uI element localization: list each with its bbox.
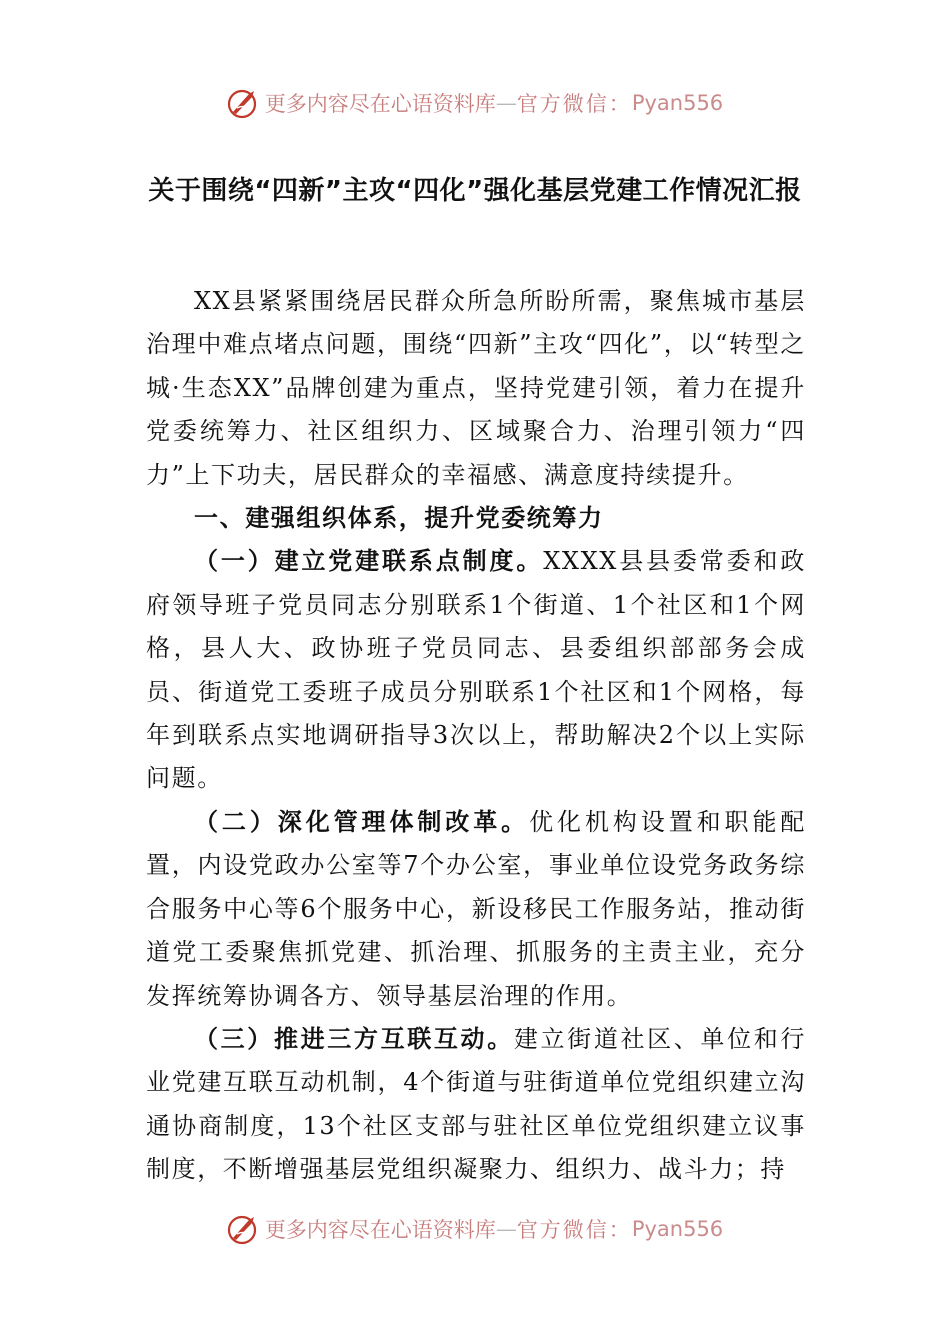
pen-circle-logo-icon (227, 86, 261, 120)
item-paragraph-2 (146, 801, 806, 1018)
banner-text: 更多内容尽在心语资料库 (264, 92, 496, 116)
item-text-3: 建立街道社区、单位和行业党建互联互动机制，4个街道与驻街道单位党组织建立沟通协商制度，13个社区支部与驻社区单位党组织建立议事制度，不断增强基层党组织凝聚力、组织力、战斗力；持 (146, 1024, 806, 1184)
document-body (146, 280, 806, 1192)
footer-watermark-banner (0, 1209, 950, 1249)
banner-wechat-label: 官方微信： (516, 1218, 632, 1242)
pen-circle-logo-icon (227, 1212, 261, 1246)
banner-text: 更多内容尽在心语资料库 (264, 1218, 496, 1242)
item-paragraph-1 (146, 540, 806, 800)
intro-paragraph: XX县紧紧围绕居民群众所急所盼所需，聚焦城市基层治理中难点堵点问题，围绕“四新”主攻“四化”，以“转型之城·生态XX”品牌创建为重点，坚持党建引领，着力在提升党委统筹力、社区组织力、区域聚合力、治理引领力“四力”上下功夫，居民群众的幸福感、满意度持续提升。 (146, 287, 806, 489)
banner-wechat-label: 官方微信： (516, 92, 632, 116)
item-text-1: XXXX县县委常委和政府领导班子党员同志分别联系1个街道、1个社区和1个网格，县人大、政协班子党员同志、县委组织部部务会成员、街道党工委班子成员分别联系1个社区和1个网格，每年到联系点实地调研指导3次以上，帮助解决2个以上实际问题。 (146, 547, 806, 793)
document-title: 关于围绕“四新”主攻“四化”强化基层党建工作情况汇报 (148, 176, 802, 206)
item-label-3: （三）推进三方互联互动。 (194, 1024, 514, 1053)
item-label-2: （二）深化管理体制改革。 (194, 807, 530, 836)
header-watermark-banner (0, 83, 950, 123)
banner-wechat-id: Pyan556 (631, 1217, 724, 1241)
banner-separator: — (495, 91, 517, 115)
section-heading-1: 一、建强组织体系，提升党委统筹力 (194, 504, 604, 533)
banner-separator: — (495, 1217, 517, 1241)
banner-wechat-id: Pyan556 (631, 91, 724, 115)
item-text-2: 优化机构设置和职能配置，内设党政办公室等7个办公室，事业单位设党务政务综合服务中心等6个服务中心，新设移民工作服务站，推动街道党工委聚焦抓党建、抓治理、抓服务的主责主业，充分发挥统筹协调各方、领导基层治理的作用。 (146, 807, 807, 1010)
item-paragraph-3 (146, 1018, 806, 1192)
item-label-1: （一）建立党建联系点制度。 (194, 547, 544, 576)
